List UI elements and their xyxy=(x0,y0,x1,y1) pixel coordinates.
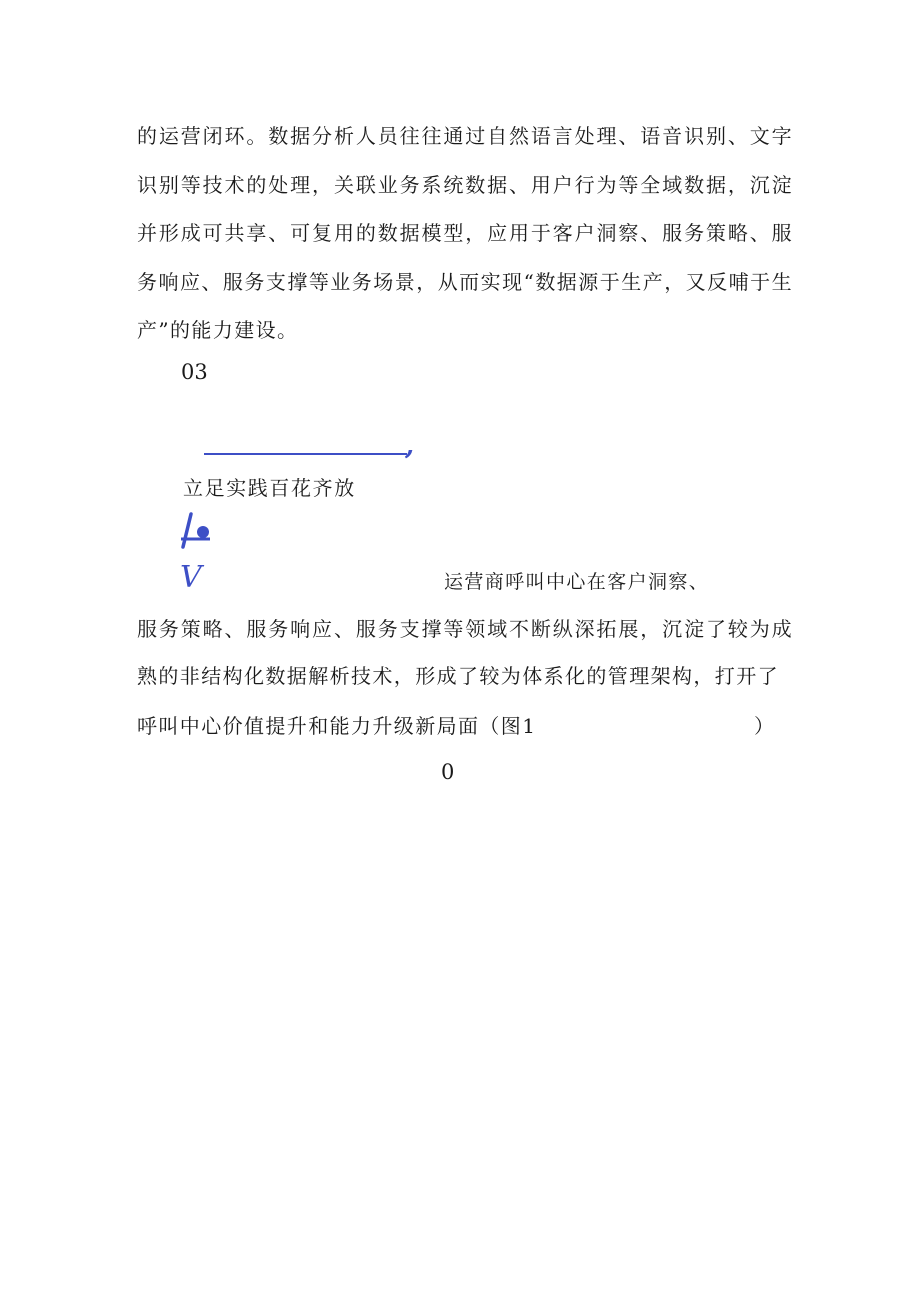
decorative-slash-dot-icon xyxy=(178,511,218,551)
paragraph-body: 服务策略、服务响应、服务支撑等领域不断纵深拓展，沉淀了较为成熟的非结构化数据解析技术，形成了较为体系化的管理架构，打开了 xyxy=(137,617,793,688)
section-title: 立足实践百花齐放 xyxy=(183,476,356,500)
paragraph-body-first-line: 运营商呼叫中心在客户洞察、 xyxy=(444,571,710,593)
figure-ref-close-paren: ） xyxy=(754,714,774,738)
section-underline xyxy=(204,453,407,455)
section-comma-mark: , xyxy=(405,431,415,461)
section-number: 03 xyxy=(181,360,208,384)
paragraph-body-last-line: 呼叫中心价值提升和能力升级新局面（图1 xyxy=(137,714,537,738)
page-marker: 0 xyxy=(441,760,455,784)
decorative-v-glyph: V xyxy=(180,560,202,595)
paragraph-intro: 的运营闭环。数据分析人员往往通过自然语言处理、语音识别、文字识别等技术的处理，关联业务系统数据、用户行为等全域数据，沉淀并形成可共享、可复用的数据模型，应用于客户洞察、服务策略、服务响应、服务支撑等业务场景，从而实现“数据源于生产，又反哺于生产”的能力建设。 xyxy=(137,124,793,342)
